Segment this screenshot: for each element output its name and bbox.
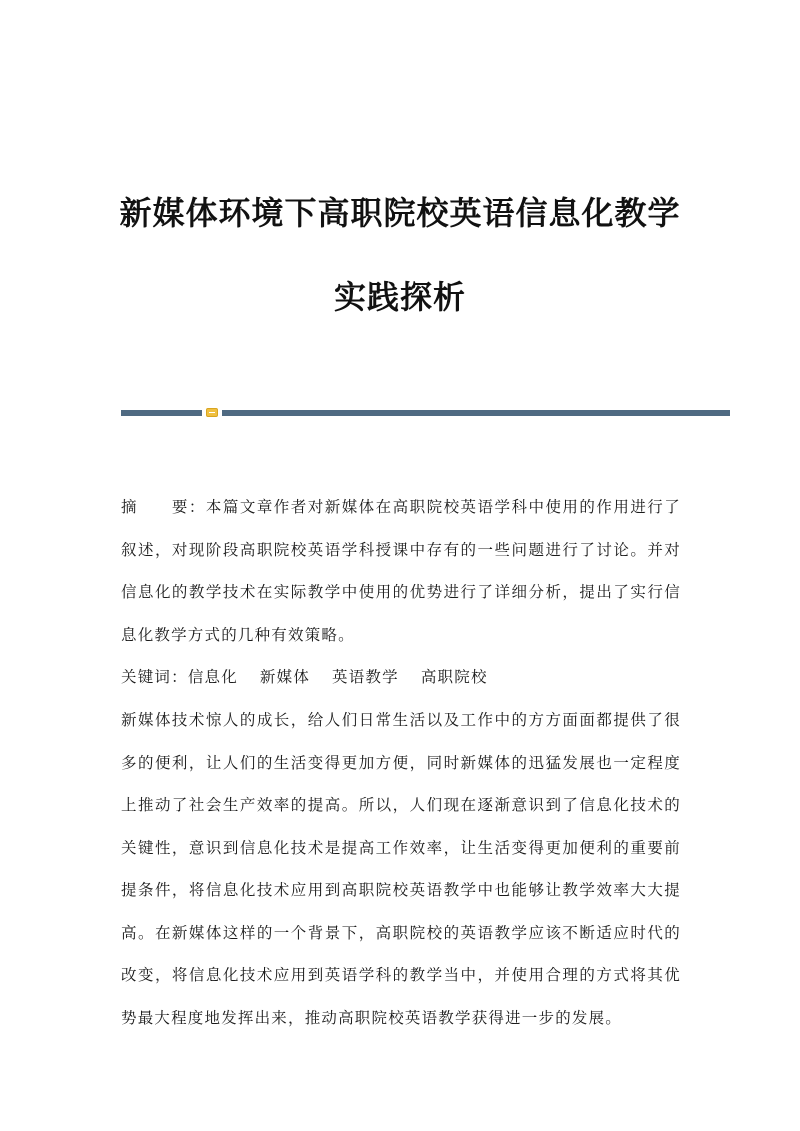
keyword-item: 英语教学 (332, 668, 399, 686)
title-line-2: 实践探析 (333, 278, 466, 316)
title-line-1: 新媒体环境下高职院校英语信息化教学 (119, 194, 681, 232)
abstract (121, 486, 681, 656)
abstract-text: 本篇文章作者对新媒体在高职院校英语学科中使用的作用进行了叙述，对现阶段高职院校英语学科授课中存有的一些问题进行了讨论。并对信息化的教学技术在实际教学中使用的优势进行了详细分析，提出了实行信息化教学方式的几种有效策略。 (121, 498, 681, 644)
divider-mark-icon (206, 408, 218, 417)
keyword-item: 新媒体 (259, 668, 311, 686)
keywords-label: 关键词： (121, 668, 188, 686)
divider-bar-right (222, 410, 730, 416)
keywords (121, 656, 681, 699)
keyword-item: 信息化 (187, 668, 238, 686)
title-divider (121, 408, 730, 416)
abstract-label: 摘 要： (121, 498, 206, 516)
keyword-item: 高职院校 (420, 668, 488, 686)
divider-bar-left (121, 410, 202, 416)
body-paragraph: 新媒体技术惊人的成长，给人们日常生活以及工作中的方方面面都提供了很多的便利，让人们的生活变得更加方便，同时新媒体的迅猛发展也一定程度上推动了社会生产效率的提高。所以，人们现在逐渐意识到了信息化技术的关键性，意识到信息化技术是提高工作效率，让生活变得更加便利的重要前提条件，将信息化技术应用到高职院校英语教学中也能够让教学效率大大提高。在新媒体这样的一个背景下，高职院校的英语教学应该不断适应时代的改变，将信息化技术应用到英语学科的教学当中，并使用合理的方式将其优势最大程度地发挥出来，推动高职院校英语教学获得进一步的发展。 (121, 711, 681, 1027)
